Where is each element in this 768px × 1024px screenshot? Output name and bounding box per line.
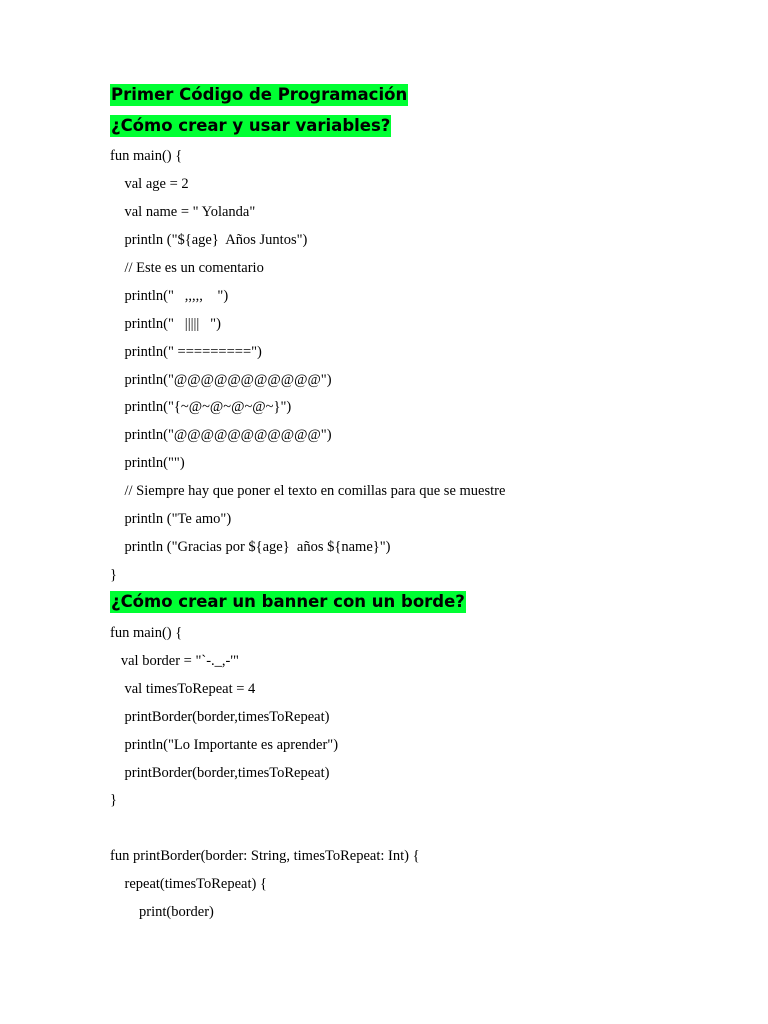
code-line: println("") xyxy=(110,455,185,471)
code-line: println(" ,,,,, ") xyxy=(110,288,229,304)
code-line: printBorder(border,timesToRepeat) xyxy=(110,709,330,725)
code-line: print(border) xyxy=(110,904,214,920)
code-line: printBorder(border,timesToRepeat) xyxy=(110,765,330,781)
code-line: fun main() { xyxy=(110,148,183,164)
document-title: Primer Código de Programación xyxy=(111,85,408,104)
section-heading-variables: ¿Cómo crear y usar variables? xyxy=(111,116,391,135)
code-line: println("@@@@@@@@@@@") xyxy=(110,427,332,443)
code-line: println("Lo Importante es aprender") xyxy=(110,737,339,753)
code-line: println("{~@~@~@~@~}") xyxy=(110,399,292,415)
code-line: println ("Te amo") xyxy=(110,511,232,527)
code-line: println(" =========") xyxy=(110,344,262,360)
code-line: // Siempre hay que poner el texto en comillas para que se muestre xyxy=(110,483,506,499)
code-line: val name = " Yolanda" xyxy=(110,204,256,220)
code-line: repeat(timesToRepeat) { xyxy=(110,876,267,892)
code-line: val timesToRepeat = 4 xyxy=(110,681,256,697)
code-line: println ("Gracias por ${age} años ${name}") xyxy=(110,539,391,555)
code-line: val border = "`-._,-'" xyxy=(110,653,239,669)
code-line: val age = 2 xyxy=(110,176,189,192)
code-line: println(" ||||| ") xyxy=(110,316,221,332)
code-line: fun printBorder(border: String, timesToRepeat: Int) { xyxy=(110,848,420,864)
code-line: println ("${age} Años Juntos") xyxy=(110,232,308,248)
code-line: fun main() { xyxy=(110,625,183,641)
section-heading-banner: ¿Cómo crear un banner con un borde? xyxy=(111,592,465,611)
code-line: } xyxy=(110,792,117,808)
code-line: println("@@@@@@@@@@@") xyxy=(110,372,332,388)
code-line: } xyxy=(110,567,117,583)
code-line: // Este es un comentario xyxy=(110,260,264,276)
